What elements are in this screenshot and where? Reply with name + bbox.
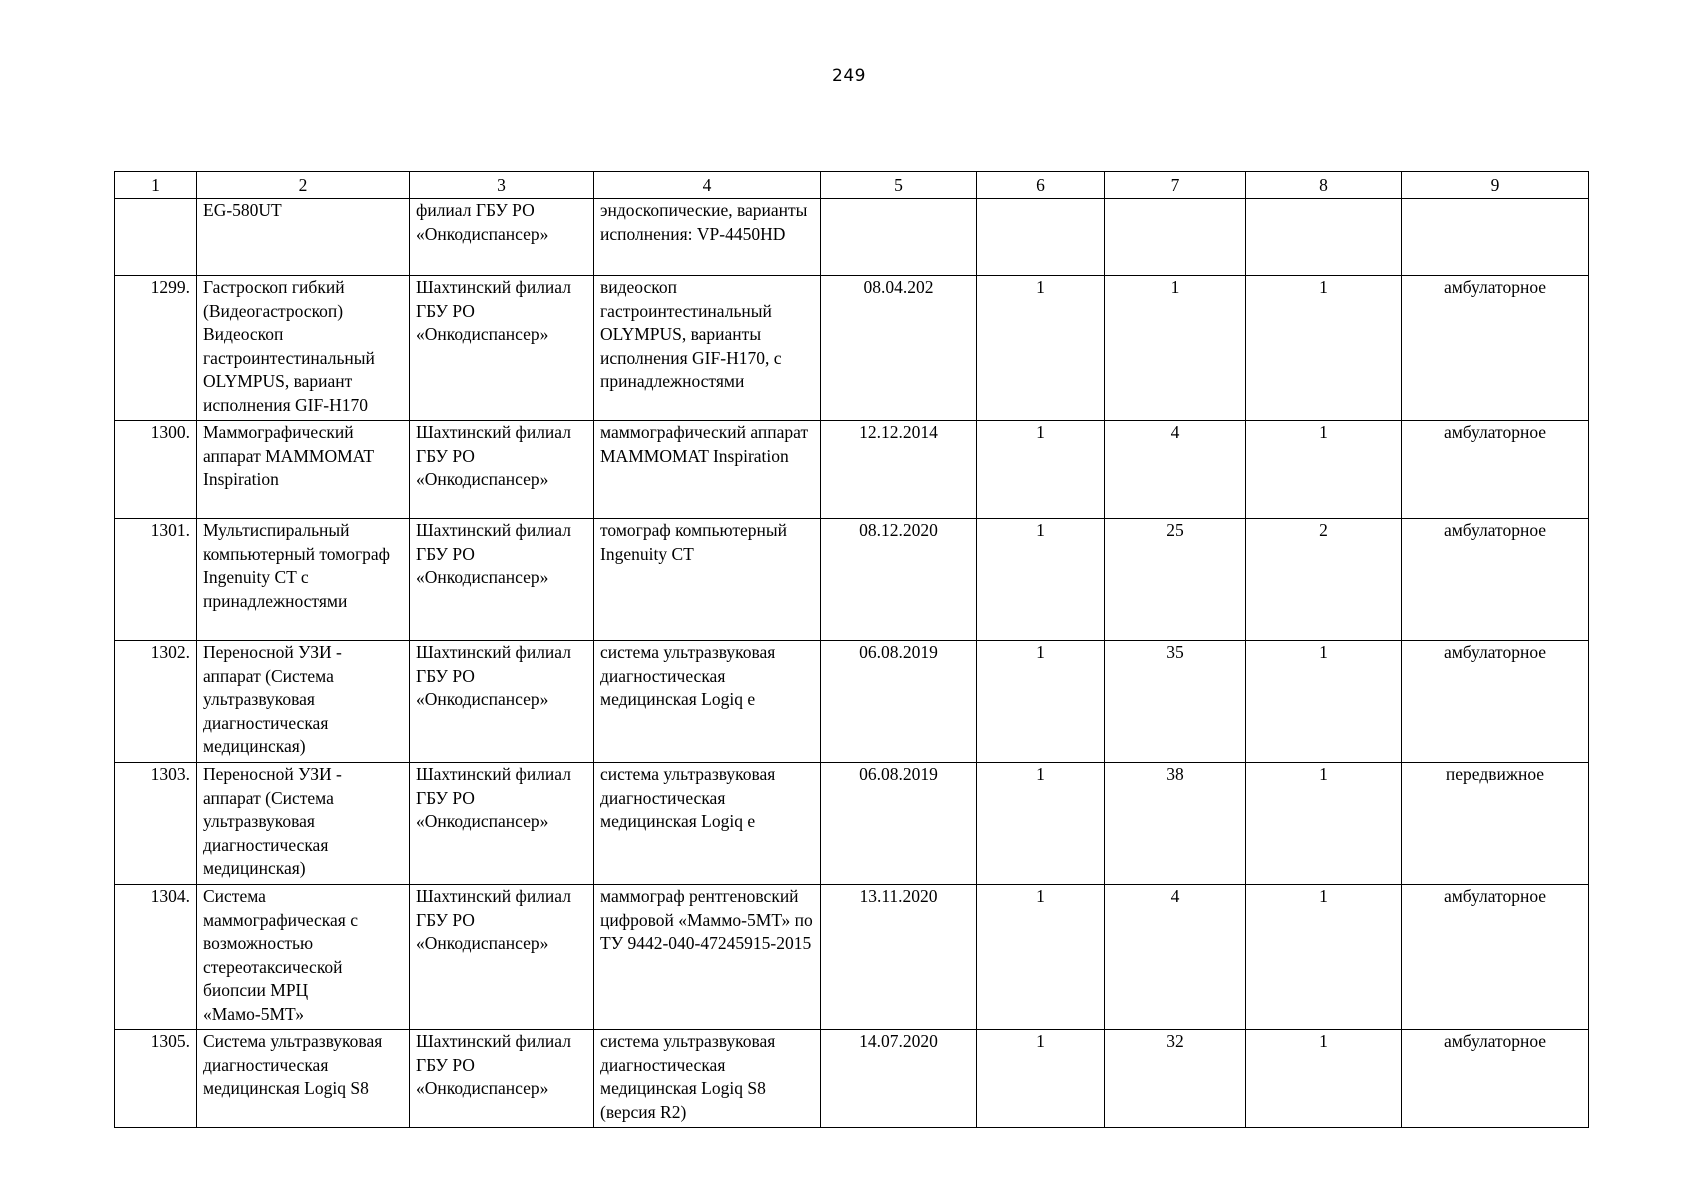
equipment-name: Переносной УЗИ - аппарат (Система ультразвуковая диагностическая медицинская) <box>197 641 410 763</box>
table-row <box>115 763 1589 885</box>
column-header: 6 <box>977 172 1105 199</box>
equipment-name: Мультиспиральный компьютерный томограф Ingenuity CT с принадлежностями <box>197 519 410 641</box>
organization: Шахтинский филиал ГБУ РО «Онкодиспансер» <box>410 641 594 763</box>
column-header: 9 <box>1402 172 1589 199</box>
equipment-name: Система маммографическая с возможностью стереотаксической биопсии МРЦ «Мамо-5МТ» <box>197 885 410 1030</box>
organization: Шахтинский филиал ГБУ РО «Онкодиспансер» <box>410 885 594 1030</box>
date: 14.07.2020 <box>821 1030 977 1128</box>
date <box>821 199 977 276</box>
usage-type: передвижное <box>1402 763 1589 885</box>
table-row <box>115 1030 1589 1128</box>
model-description: система ультразвуковая диагностическая медицинская Logiq e <box>594 763 821 885</box>
date: 06.08.2019 <box>821 763 977 885</box>
col-6-value <box>977 199 1105 276</box>
date: 12.12.2014 <box>821 421 977 519</box>
usage-type: амбулаторное <box>1402 1030 1589 1128</box>
col-6-value: 1 <box>977 641 1105 763</box>
equipment-name: Маммографический аппарат MAMMOMAT Inspiration <box>197 421 410 519</box>
row-number: 1303. <box>115 763 197 885</box>
column-header: 8 <box>1246 172 1402 199</box>
model-description: система ультразвуковая диагностическая медицинская Logiq S8 (версия R2) <box>594 1030 821 1128</box>
usage-type: амбулаторное <box>1402 885 1589 1030</box>
usage-type: амбулаторное <box>1402 421 1589 519</box>
column-header: 4 <box>594 172 821 199</box>
model-description: видеоскоп гастроинтестинальный OLYMPUS, варианты исполнения GIF-H170, с принадлежностями <box>594 276 821 421</box>
table-row <box>115 276 1589 421</box>
usage-type: амбулаторное <box>1402 519 1589 641</box>
col-6-value: 1 <box>977 763 1105 885</box>
col-8-value: 1 <box>1246 763 1402 885</box>
col-7-value: 38 <box>1105 763 1246 885</box>
model-description: маммограф рентгеновский цифровой «Маммо-5МТ» по ТУ 9442-040-47245915-2015 <box>594 885 821 1030</box>
model-description: томограф компьютерный Ingenuity CT <box>594 519 821 641</box>
column-header: 2 <box>197 172 410 199</box>
date: 08.04.202 <box>821 276 977 421</box>
organization: Шахтинский филиал ГБУ РО «Онкодиспансер» <box>410 276 594 421</box>
col-6-value: 1 <box>977 276 1105 421</box>
col-7-value: 4 <box>1105 885 1246 1030</box>
row-number: 1305. <box>115 1030 197 1128</box>
equipment-name: Гастроскоп гибкий (Видеогастроскоп) Видеоскоп гастроинтестинальный OLYMPUS, вариант исполнения GIF-H170 <box>197 276 410 421</box>
table-row <box>115 885 1589 1030</box>
col-8-value: 1 <box>1246 276 1402 421</box>
col-7-value: 1 <box>1105 276 1246 421</box>
row-number: 1304. <box>115 885 197 1030</box>
table-header-row <box>115 172 1589 199</box>
row-number: 1301. <box>115 519 197 641</box>
column-header: 5 <box>821 172 977 199</box>
row-number: 1302. <box>115 641 197 763</box>
usage-type: амбулаторное <box>1402 641 1589 763</box>
col-8-value: 1 <box>1246 421 1402 519</box>
organization: филиал ГБУ РО «Онкодиспансер» <box>410 199 594 276</box>
organization: Шахтинский филиал ГБУ РО «Онкодиспансер» <box>410 763 594 885</box>
col-6-value: 1 <box>977 885 1105 1030</box>
col-6-value: 1 <box>977 421 1105 519</box>
col-8-value: 1 <box>1246 641 1402 763</box>
row-number: 1299. <box>115 276 197 421</box>
col-7-value: 32 <box>1105 1030 1246 1128</box>
organization: Шахтинский филиал ГБУ РО «Онкодиспансер» <box>410 519 594 641</box>
table-row <box>115 519 1589 641</box>
usage-type <box>1402 199 1589 276</box>
table-row <box>115 421 1589 519</box>
date: 08.12.2020 <box>821 519 977 641</box>
table-row <box>115 199 1589 276</box>
col-8-value: 1 <box>1246 1030 1402 1128</box>
col-7-value: 35 <box>1105 641 1246 763</box>
column-header: 7 <box>1105 172 1246 199</box>
col-8-value: 1 <box>1246 885 1402 1030</box>
organization: Шахтинский филиал ГБУ РО «Онкодиспансер» <box>410 1030 594 1128</box>
col-7-value: 4 <box>1105 421 1246 519</box>
column-header: 1 <box>115 172 197 199</box>
page-number: 249 <box>832 66 866 86</box>
row-number <box>115 199 197 276</box>
date: 13.11.2020 <box>821 885 977 1030</box>
model-description: маммографический аппарат MAMMOMAT Inspiration <box>594 421 821 519</box>
col-6-value: 1 <box>977 519 1105 641</box>
equipment-table <box>114 171 1589 1128</box>
date: 06.08.2019 <box>821 641 977 763</box>
model-description: эндоскопические, варианты исполнения: VP-4450HD <box>594 199 821 276</box>
table-row <box>115 641 1589 763</box>
col-7-value <box>1105 199 1246 276</box>
organization: Шахтинский филиал ГБУ РО «Онкодиспансер» <box>410 421 594 519</box>
model-description: система ультразвуковая диагностическая медицинская Logiq e <box>594 641 821 763</box>
col-8-value: 2 <box>1246 519 1402 641</box>
col-8-value <box>1246 199 1402 276</box>
usage-type: амбулаторное <box>1402 276 1589 421</box>
column-header: 3 <box>410 172 594 199</box>
col-6-value: 1 <box>977 1030 1105 1128</box>
equipment-name: Переносной УЗИ - аппарат (Система ультразвуковая диагностическая медицинская) <box>197 763 410 885</box>
col-7-value: 25 <box>1105 519 1246 641</box>
row-number: 1300. <box>115 421 197 519</box>
equipment-name: Система ультразвуковая диагностическая медицинская Logiq S8 <box>197 1030 410 1128</box>
equipment-name: EG-580UT <box>197 199 410 276</box>
